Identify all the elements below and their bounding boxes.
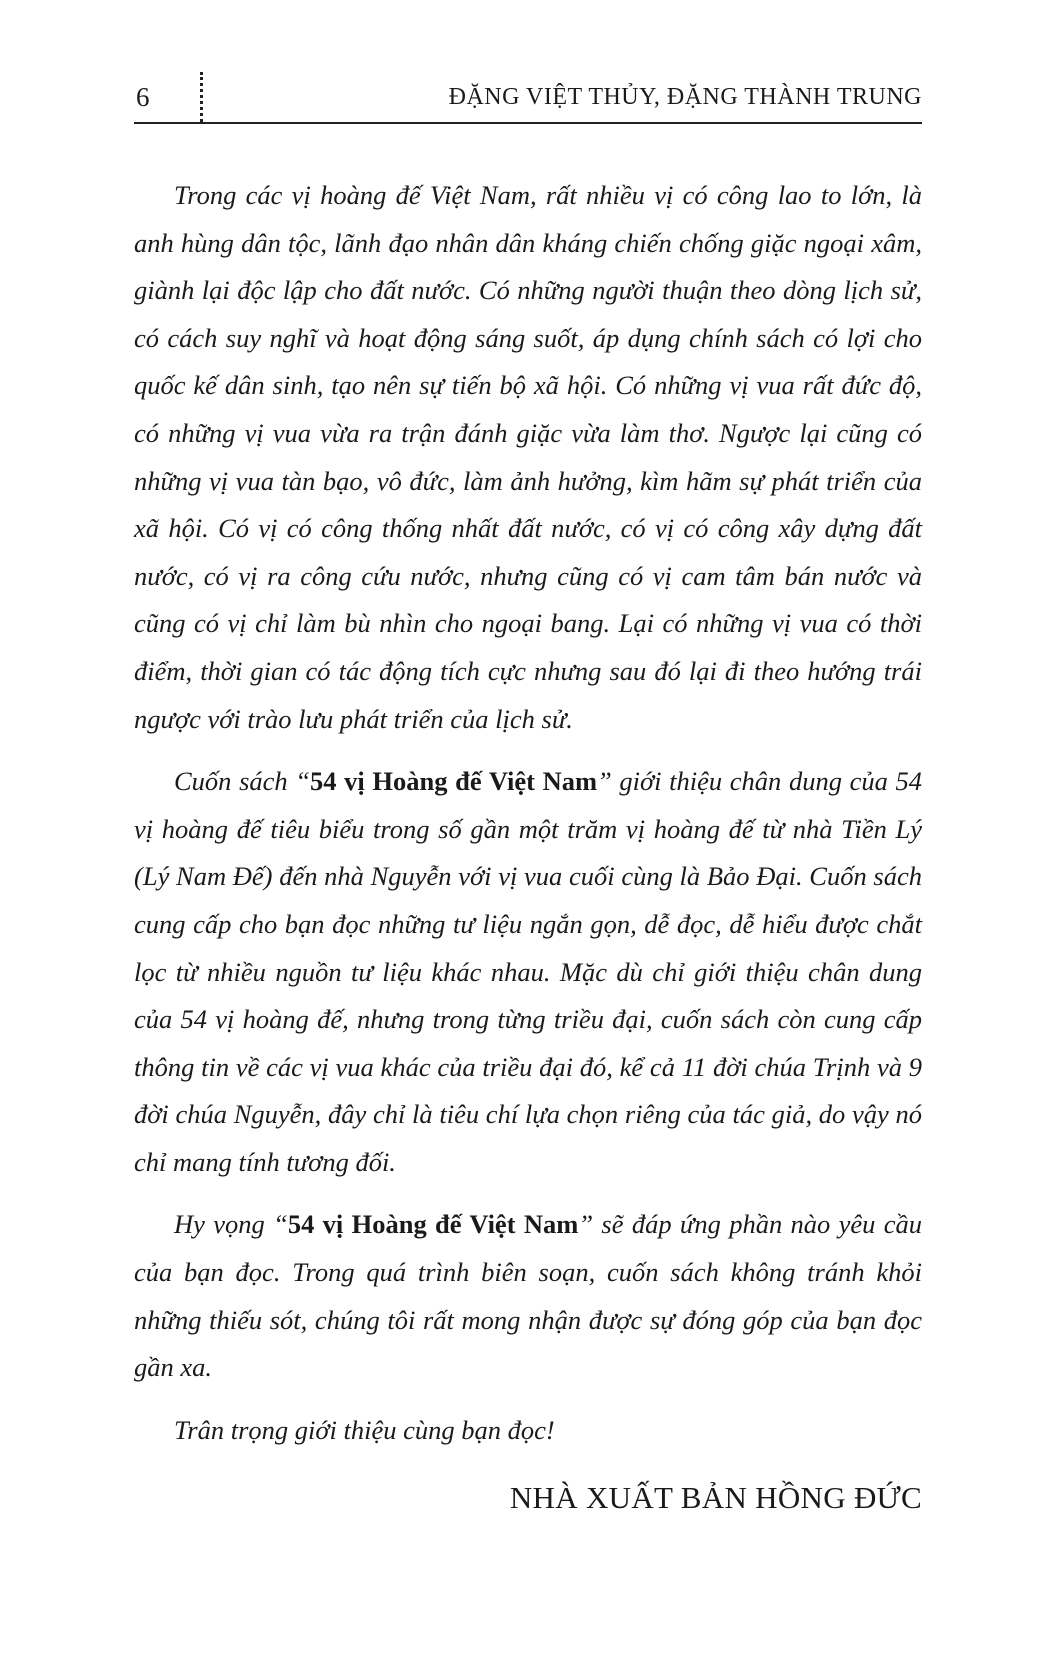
page-number: 6	[136, 82, 150, 112]
book-title: 54 vị Hoàng đế Việt Nam	[310, 766, 598, 797]
running-header-authors: ĐẶNG VIỆT THỦY, ĐẶNG THÀNH TRUNG	[448, 84, 922, 110]
paragraph-3-lead: Hy vọng “	[174, 1209, 288, 1240]
publisher-signature: NHÀ XUẤT BẢN HỒNG ĐỨC	[509, 1480, 922, 1515]
paragraph-2-text: ” giới thiệu chân dung của 54 vị hoàng đế tiêu biểu trong số gần một trăm vị hoàng đế từ nhà Tiền Lý (Lý Nam Đế) đến nhà Nguyễn với vị vua cuối cùng là Bảo Đại. Cuốn sách cung cấp cho bạn đọc những tư liệu ngắn gọn, dễ đọc, dễ hiểu được chắt lọc từ nhiều nguồn tư liệu khác nhau. Mặc dù chỉ giới thiệu chân dung của 54 vị hoàng đế, nhưng trong từng triều đại, cuốn sách còn cung cấp thông tin về các vị vua khác của triều đại đó, kể cả 11 đời chúa Trịnh và 9 đời chúa Nguyễn, đây chỉ là tiêu chí lựa chọn riêng của tác giả, do vậy nó chỉ mang tính tương đối.	[134, 766, 922, 1177]
preface-body	[134, 172, 922, 1462]
header-dotted-rule	[200, 72, 206, 122]
paragraph-1: Trong các vị hoàng đế Việt Nam, rất nhiều vị có công lao to lớn, là anh hùng dân tộc, lãnh đạo nhân dân kháng chiến chống giặc ngoại xâm, giành lại độc lập cho đất nước. Có những người thuận theo dòng lịch sử, có cách suy nghĩ và hoạt động sáng suốt, áp dụng chính sách có lợi cho quốc kế dân sinh, tạo nên sự tiến bộ xã hội. Có những vị vua rất đức độ, có những vị vua vừa ra trận đánh giặc vừa làm thơ. Ngược lại cũng có những vị vua tàn bạo, vô đức, làm ảnh hưởng, kìm hãm sự phát triển của xã hội. Có vị có công thống nhất đất nước, có vị có công xây dựng đất nước, có vị ra công cứu nước, nhưng cũng có vị cam tâm bán nước và cũng có vị chỉ làm bù nhìn cho ngoại bang. Lại có những vị vua có thời điểm, thời gian có tác động tích cực nhưng sau đó lại đi theo hướng trái ngược với trào lưu phát triển của lịch sử.	[134, 180, 922, 734]
paragraph-2-lead: Cuốn sách “	[174, 766, 311, 797]
running-header	[134, 78, 922, 124]
paragraph-3-text: ” sẽ đáp ứng phần nào yêu cầu của bạn đọc. Trong quá trình biên soạn, cuốn sách không tránh khỏi những thiếu sót, chúng tôi rất mong nhận được sự đóng góp của bạn đọc gần xa.	[134, 1209, 922, 1383]
paragraph-4: Trân trọng giới thiệu cùng bạn đọc!	[174, 1414, 555, 1445]
paragraph-3	[134, 1201, 922, 1391]
paragraph-2	[134, 758, 922, 1186]
book-title: 54 vị Hoàng đế Việt Nam	[287, 1209, 579, 1240]
